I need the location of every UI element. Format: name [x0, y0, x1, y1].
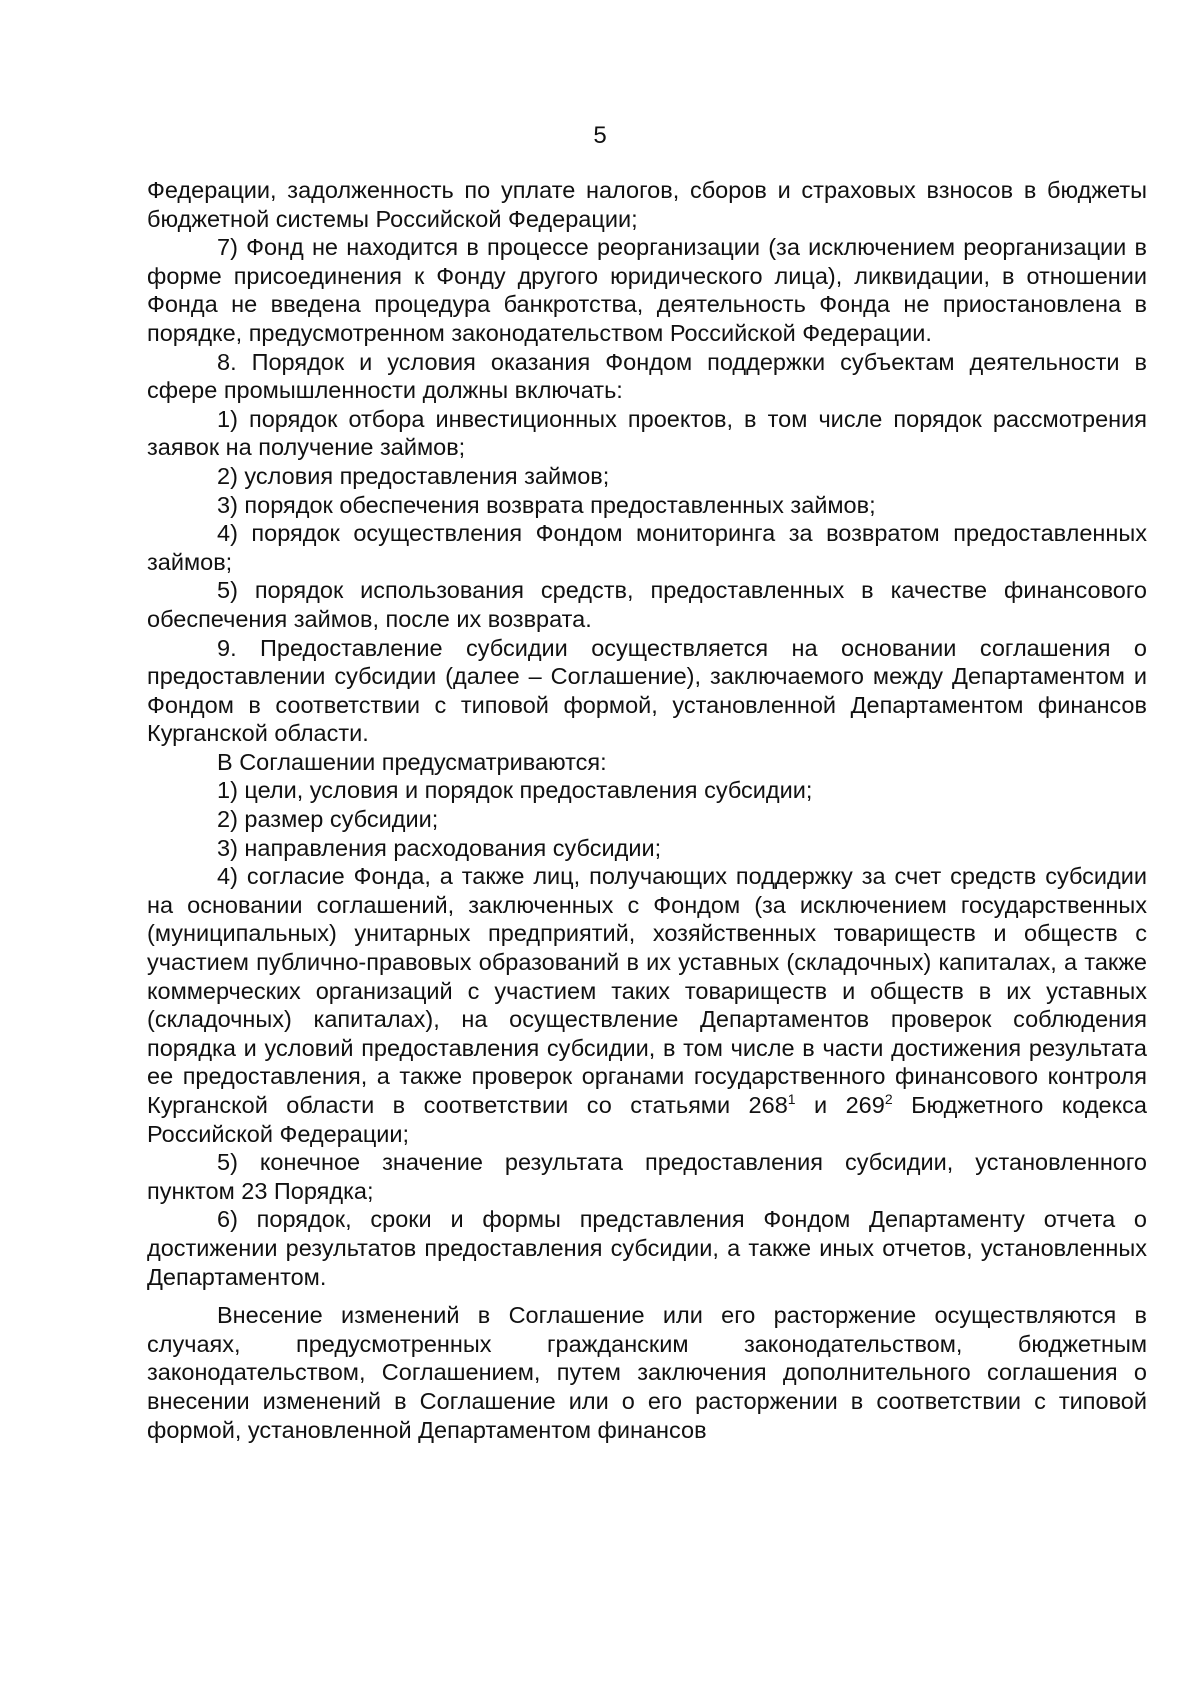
paragraph: Внесение изменений в Соглашение или его расторжение осуществляются в случаях, предусмотренных гражданским законодательством, бюджетным законодательством, Соглашением, путем заключения дополнительного соглашения о внесении изменений в Соглашение или о его расторжении в соответствии с типовой формой, установленной Департаментом финансов	[147, 1302, 1147, 1443]
paragraph: 6) порядок, сроки и формы представления Фондом Департаменту отчета о достижении результатов предоставления субсидии, а также иных отчетов, установленных Департаментом.	[147, 1206, 1147, 1290]
paragraph: В Соглашении предусматриваются:	[217, 748, 607, 775]
document-body	[147, 176, 1147, 1444]
paragraph: 3) порядок обеспечения возврата предоставленных займов;	[217, 491, 876, 518]
paragraph: 4) порядок осуществления Фондом мониторинга за возвратом предоставленных займов;	[147, 520, 1147, 575]
superscript: 1	[787, 1091, 796, 1107]
paragraph: 1) порядок отбора инвестиционных проектов, в том числе порядок рассмотрения заявок на получение займов;	[147, 405, 1147, 461]
paragraph-text: Бюджетного кодекса Российской Федерации;	[147, 1092, 1147, 1147]
paragraph: 7) Фонд не находится в процессе реорганизации (за исключением реорганизации в форме присоединения к Фонду другого юридического лица), ликвидации, в отношении Фонда не введена процедура банкротства, деятельность Фонда не приостановлена в порядке, предусмотренном законодательством Российской Федерации.	[147, 234, 1147, 346]
paragraph: Федерации, задолженность по уплате налогов, сборов и страховых взносов в бюджеты бюджетной системы Российской Федерации;	[147, 177, 1147, 232]
paragraph: 5) конечное значение результата предоставления субсидии, установленного пунктом 23 Порядка;	[147, 1149, 1147, 1204]
paragraph: 5) порядок использования средств, предоставленных в качестве финансового обеспечения займов, после их возврата.	[147, 577, 1147, 632]
paragraph: 1) цели, условия и порядок предоставления субсидии;	[217, 777, 813, 804]
page-number: 5	[593, 122, 607, 149]
paragraph: 3) направления расходования субсидии;	[217, 834, 662, 861]
paragraph: 9. Предоставление субсидии осуществляется на основании соглашения о предоставлении субсидии (далее – Соглашение), заключаемого между Департаментом и Фондом в соответствии с типовой формой, установленной Департаментом финансов Курганской области.	[147, 634, 1147, 747]
paragraph: 2) размер субсидии;	[217, 806, 439, 833]
paragraph: 8. Порядок и условия оказания Фондом поддержки субъектам деятельности в сфере промышленности должны включать:	[147, 348, 1147, 404]
paragraph-text: и 269	[795, 1092, 885, 1118]
paragraph-with-superscripts	[147, 862, 1147, 1148]
paragraph-text: 4) согласие Фонда, а также лиц, получающих поддержку за счет средств субсидии на основании соглашений, заключенных с Фондом (за исключением государственных (муниципальных) унитарных предприятий, хозяйственных товариществ и обществ с участием публично-правовых образований в их уставных (складочных) капиталах, а также коммерческих организаций с участием таких товариществ и обществ в их уставных (складочных) капиталах), на осуществление Департаментов проверок соблюдения порядка и условий предоставления субсидии, в том числе в части достижения результата ее предоставления, а также проверок органами государственного финансового контроля Курганской области в соответствии со статьями 268	[147, 863, 1147, 1118]
superscript: 2	[884, 1091, 893, 1107]
paragraph: 2) условия предоставления займов;	[217, 462, 610, 489]
